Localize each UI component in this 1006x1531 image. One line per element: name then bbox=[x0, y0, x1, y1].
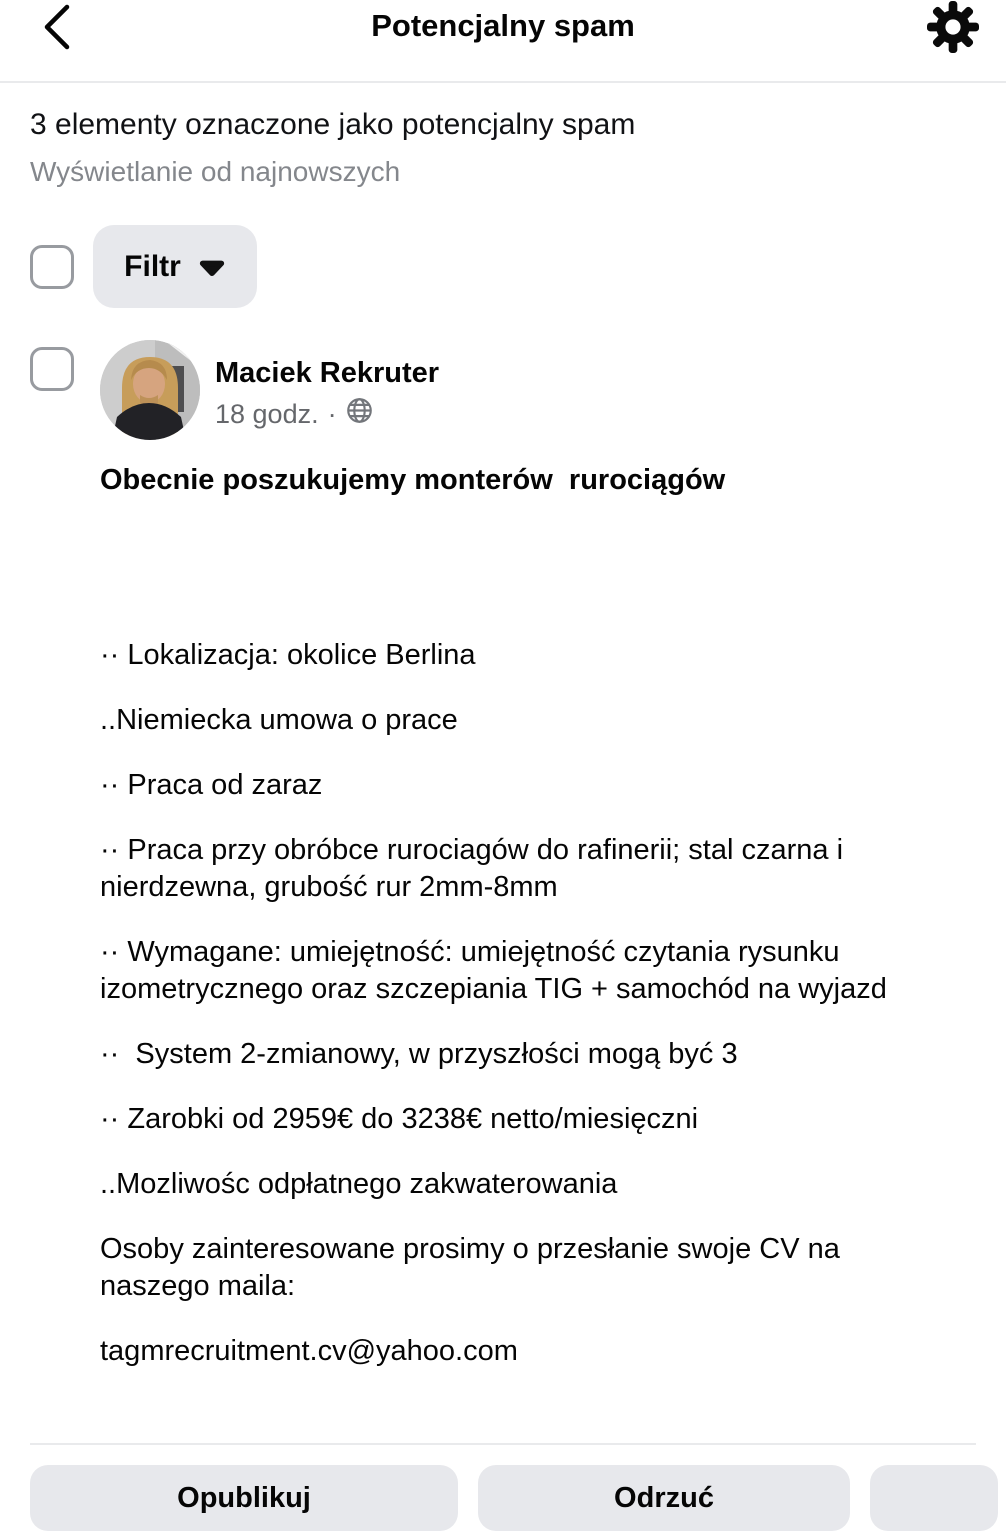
filter-button[interactable] bbox=[93, 225, 257, 308]
post-content bbox=[100, 462, 912, 1370]
post-title: Obecnie poszukujemy monterów rurociągów bbox=[100, 464, 726, 496]
nav-divider bbox=[0, 81, 1006, 83]
post-header-row bbox=[30, 340, 1006, 440]
filter-row bbox=[30, 225, 1006, 308]
caret-down-icon bbox=[198, 252, 226, 286]
avatar[interactable] bbox=[100, 340, 200, 440]
more-options-button[interactable] bbox=[870, 1465, 998, 1531]
page-subheading: Wyświetlanie od najnowszych bbox=[30, 156, 401, 187]
gear-icon bbox=[927, 41, 979, 56]
publish-button[interactable] bbox=[30, 1465, 458, 1531]
post-paragraph: ·· Wymagane: umiejętność: umiejętność czytania rysunku izometrycznego oraz szczepiania TIG + samochód na wyjazd bbox=[100, 936, 887, 1005]
page-title: Potencjalny spam bbox=[371, 8, 635, 43]
footer bbox=[0, 1443, 1006, 1531]
filter-button-label: Filtr bbox=[124, 249, 181, 283]
globe-icon bbox=[346, 397, 373, 430]
select-all-checkbox[interactable] bbox=[30, 245, 74, 289]
post-paragraph: ..Niemiecka umowa o prace bbox=[100, 704, 458, 736]
reject-button-label: Odrzuć bbox=[614, 1481, 714, 1514]
post-paragraph: ·· Praca przy obróbce rurociagów do rafinerii; stal czarna i nierdzewna, grubość rur 2mm-8mm bbox=[100, 834, 852, 903]
page-heading: 3 elementy oznaczone jako potencjalny spam bbox=[30, 108, 636, 141]
post-body bbox=[100, 637, 912, 1370]
post-paragraph: ·· Lokalizacja: okolice Berlina bbox=[100, 639, 476, 671]
post-head bbox=[215, 340, 439, 430]
post-meta bbox=[215, 397, 439, 430]
settings-button[interactable] bbox=[926, 1, 980, 55]
post-paragraph: ..Mozliwośc odpłatnego zakwaterowania bbox=[100, 1168, 618, 1200]
nav-bar bbox=[0, 0, 1006, 83]
publish-button-label: Opublikuj bbox=[177, 1481, 311, 1514]
post-email: tagmrecruitment.cv@yahoo.com bbox=[100, 1335, 518, 1367]
author-name[interactable]: Maciek Rekruter bbox=[215, 357, 440, 389]
meta-separator: · bbox=[327, 398, 337, 429]
reject-button[interactable] bbox=[478, 1465, 850, 1531]
post-paragraph: ·· System 2-zmianowy, w przyszłości mogą być 3 bbox=[100, 1038, 738, 1070]
post-paragraph: ·· Zarobki od 2959€ do 3238€ netto/miesięczni bbox=[100, 1103, 699, 1135]
timestamp: 18 godz. bbox=[215, 398, 319, 429]
footer-divider bbox=[30, 1443, 976, 1445]
footer-buttons bbox=[30, 1465, 1006, 1531]
post-paragraph: ·· Praca od zaraz bbox=[100, 769, 323, 801]
post-select-checkbox[interactable] bbox=[30, 347, 74, 391]
post-paragraph: Osoby zainteresowane prosimy o przesłanie swoje CV na naszego maila: bbox=[100, 1233, 848, 1302]
